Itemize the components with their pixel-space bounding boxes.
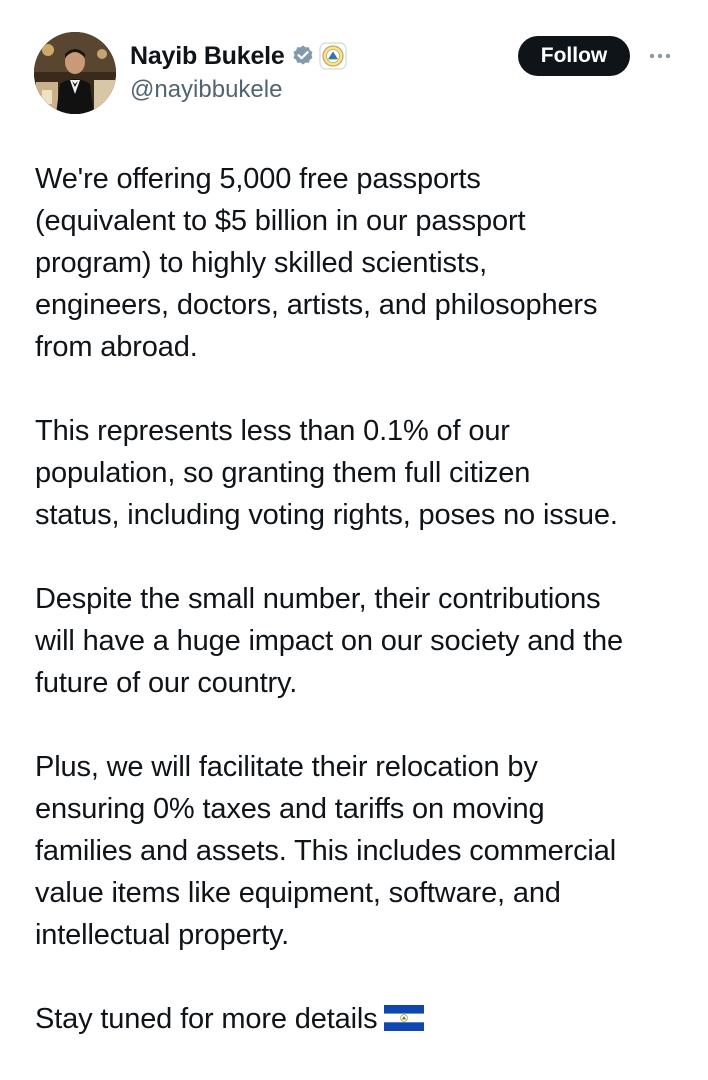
author-info xyxy=(130,40,347,104)
tweet-paragraph-1: We're offering 5,000 free passports (equivalent to $5 billion in our passport program) to highly skilled scientists, engineers, doctors, artists, and philosophers from abroad. xyxy=(35,163,598,363)
tweet-paragraph-3: Despite the small number, their contributions will have a huge impact on our society and the future of our country. xyxy=(35,583,623,699)
avatar[interactable] xyxy=(34,32,116,114)
el-salvador-flag-icon xyxy=(384,1001,424,1027)
tweet-paragraph-2: This represents less than 0.1% of our population, so granting them full citizen status, including voting rights, poses no issue. xyxy=(35,415,618,531)
follow-button[interactable]: Follow xyxy=(518,36,630,76)
tweet-text xyxy=(35,158,685,1040)
government-seal-icon[interactable] xyxy=(319,42,347,70)
name-row xyxy=(130,40,347,72)
tweet-header xyxy=(34,32,674,116)
tweet-paragraph-4: Plus, we will facilitate their relocation by ensuring 0% taxes and tariffs on moving families and assets. This includes commercial value items like equipment, software, and intellectual property. xyxy=(35,751,616,951)
author-handle[interactable]: @nayibbukele xyxy=(130,76,283,103)
tweet-paragraph-5-text: Stay tuned for more details xyxy=(35,1003,378,1035)
display-name[interactable]: Nayib Bukele xyxy=(130,41,285,70)
more-options-icon[interactable] xyxy=(646,44,674,68)
tweet-paragraph-5 xyxy=(35,998,685,1040)
profile-photo-icon xyxy=(34,32,116,114)
verified-badge-icon[interactable] xyxy=(291,44,315,68)
